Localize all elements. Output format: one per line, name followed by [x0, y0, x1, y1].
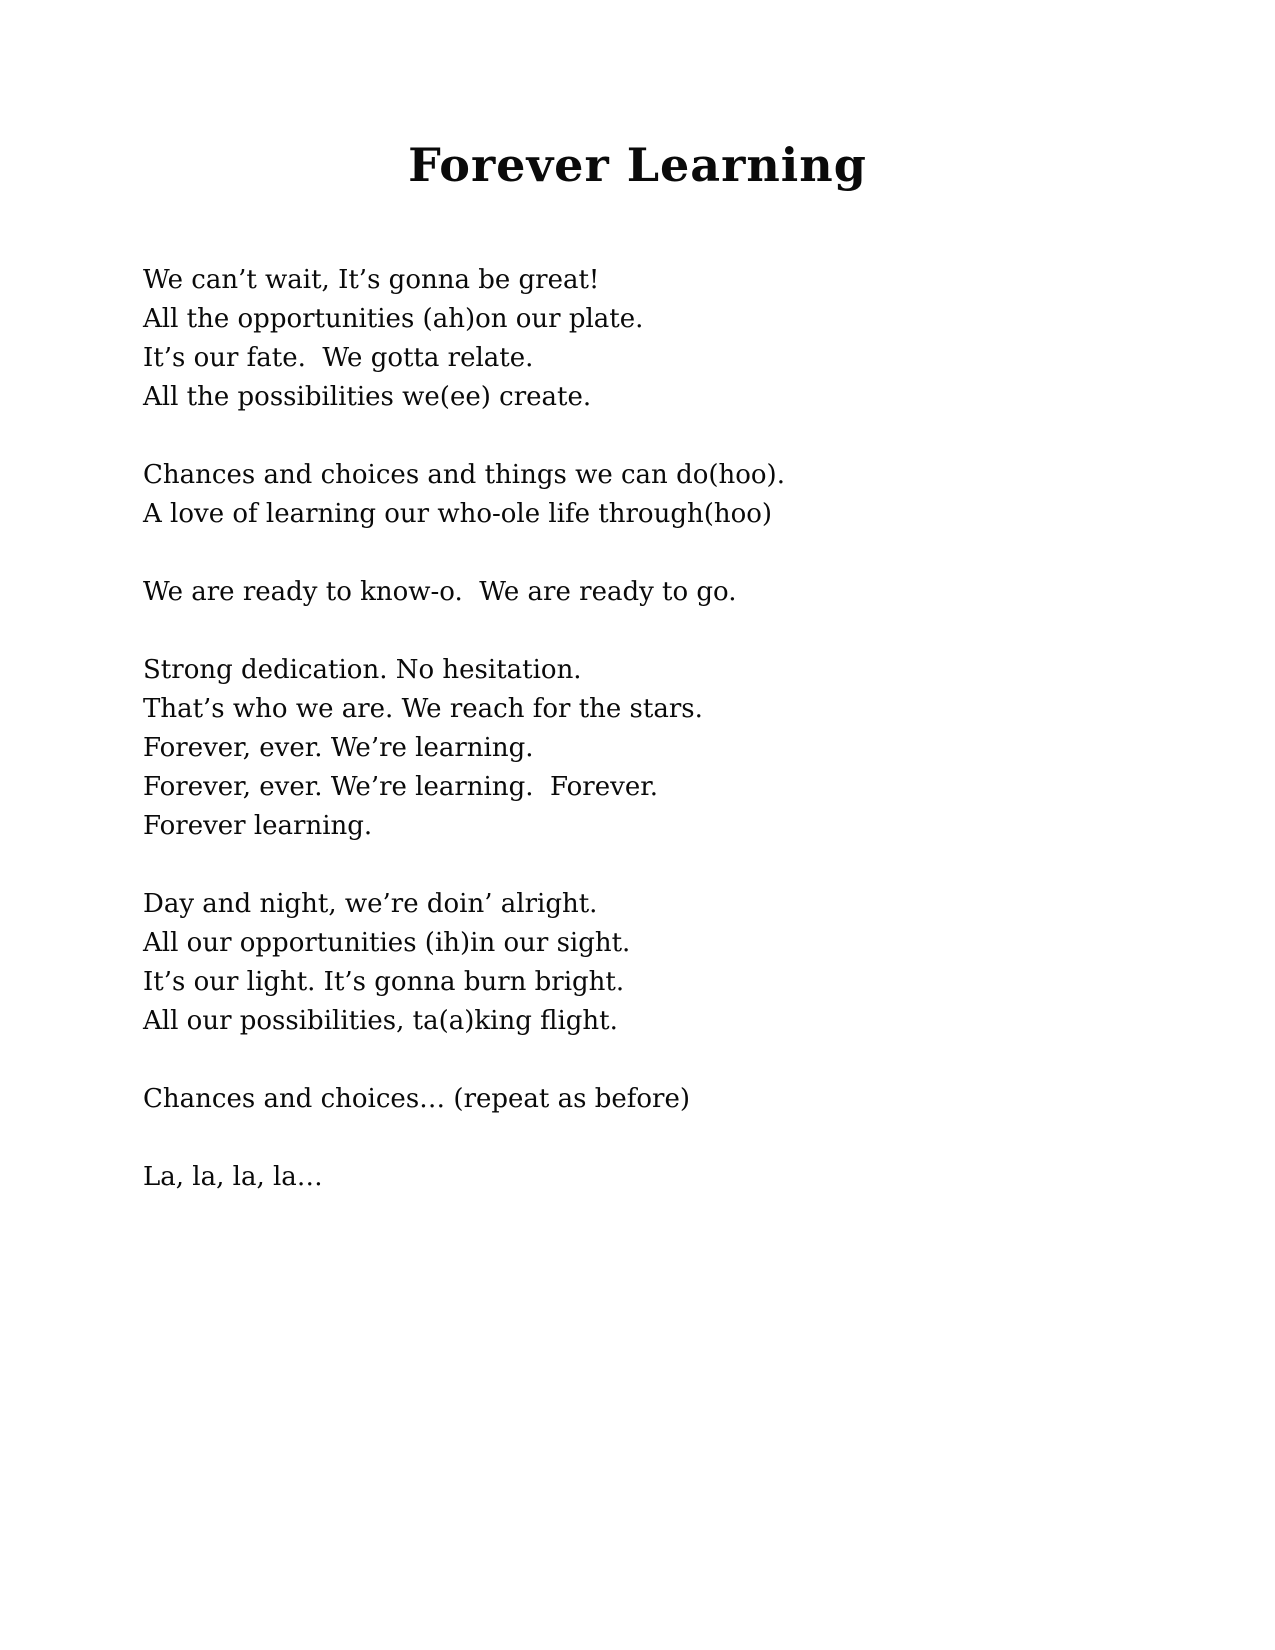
stanza-2	[143, 456, 1155, 534]
lyric-line: Forever, ever. We’re learning. Forever.	[143, 772, 659, 803]
lyric-line: All our possibilities, ta(a)king flight.	[143, 1006, 618, 1037]
stanza-7	[143, 1158, 1155, 1197]
lyric-line: Forever learning.	[143, 811, 373, 842]
page-title: Forever Learning	[408, 138, 867, 192]
lyric-line: All our opportunities (ih)in our sight.	[143, 928, 631, 959]
stanza-3	[143, 573, 1155, 612]
lyric-line: We are ready to know-o. We are ready to go.	[143, 577, 737, 608]
lyric-line: That’s who we are. We reach for the stars.	[143, 694, 703, 725]
stanza-6	[143, 1080, 1155, 1119]
lyric-line: All the opportunities (ah)on our plate.	[143, 304, 644, 335]
lyric-line: All the possibilities we(ee) create.	[143, 382, 592, 413]
lyrics-body	[0, 261, 1275, 1197]
lyric-line: We can’t wait, It’s gonna be great!	[143, 265, 600, 296]
lyric-line: It’s our light. It’s gonna burn bright.	[143, 967, 625, 998]
stanza-1	[143, 261, 1155, 417]
lyric-line: Forever, ever. We’re learning.	[143, 733, 534, 764]
lyric-line: A love of learning our who-ole life through(hoo)	[143, 499, 773, 530]
stanza-5	[143, 885, 1155, 1041]
lyric-line: Day and night, we’re doin’ alright.	[143, 889, 598, 920]
lyric-line: Chances and choices and things we can do(hoo).	[143, 460, 785, 491]
lyric-line: La, la, la, la…	[143, 1162, 323, 1193]
lyric-line: It’s our fate. We gotta relate.	[143, 343, 534, 374]
lyric-line: Strong dedication. No hesitation.	[143, 655, 582, 686]
lyric-line: Chances and choices… (repeat as before)	[143, 1084, 691, 1115]
stanza-4	[143, 651, 1155, 846]
